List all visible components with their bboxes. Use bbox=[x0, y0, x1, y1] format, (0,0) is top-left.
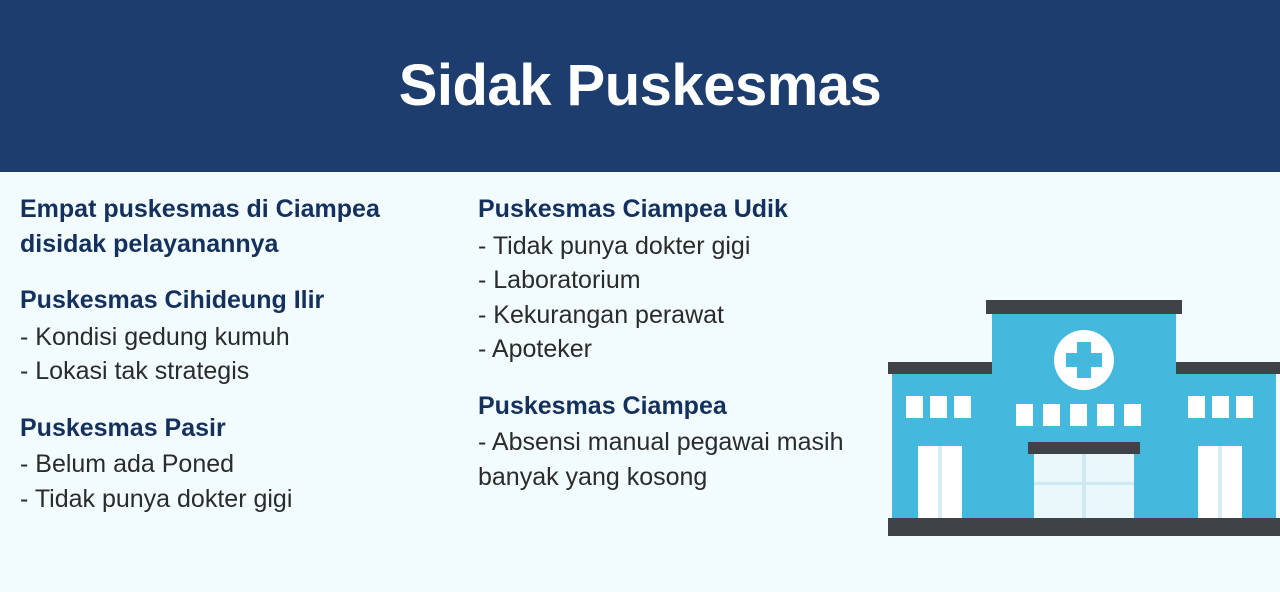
block-heading: Puskesmas Cihideung Ilir bbox=[20, 286, 325, 314]
health-clinic-building-icon bbox=[888, 300, 1280, 550]
left-column bbox=[20, 192, 450, 516]
block-item: - Apoteker bbox=[478, 335, 592, 363]
block-item: - Kekurangan perawat bbox=[478, 300, 724, 329]
block-item: - Laboratorium bbox=[478, 266, 641, 294]
block-item: - Kondisi gedung kumuh bbox=[20, 322, 290, 351]
block-item: - Tidak punya dokter gigi bbox=[478, 231, 751, 260]
block-item: - Lokasi tak strategis bbox=[20, 357, 250, 385]
text-block bbox=[478, 389, 898, 495]
block-heading: Puskesmas Ciampea bbox=[478, 391, 727, 420]
right-column bbox=[478, 192, 898, 494]
page-title: Sidak Puskesmas bbox=[398, 53, 882, 118]
text-block bbox=[478, 192, 898, 367]
text-block bbox=[20, 192, 450, 261]
text-block bbox=[20, 283, 450, 389]
block-heading: Puskesmas Pasir bbox=[20, 413, 226, 442]
block-item: - Belum ada Poned bbox=[20, 450, 235, 478]
block-heading: Empat puskesmas di Ciampea disidak pelayanannya bbox=[20, 195, 380, 258]
block-item: - Absensi manual pegawai masih banyak yang kosong bbox=[478, 428, 844, 491]
header-banner bbox=[0, 0, 1280, 172]
text-block bbox=[20, 411, 450, 517]
block-heading: Puskesmas Ciampea Udik bbox=[478, 195, 788, 223]
block-item: - Tidak punya dokter gigi bbox=[20, 484, 293, 513]
